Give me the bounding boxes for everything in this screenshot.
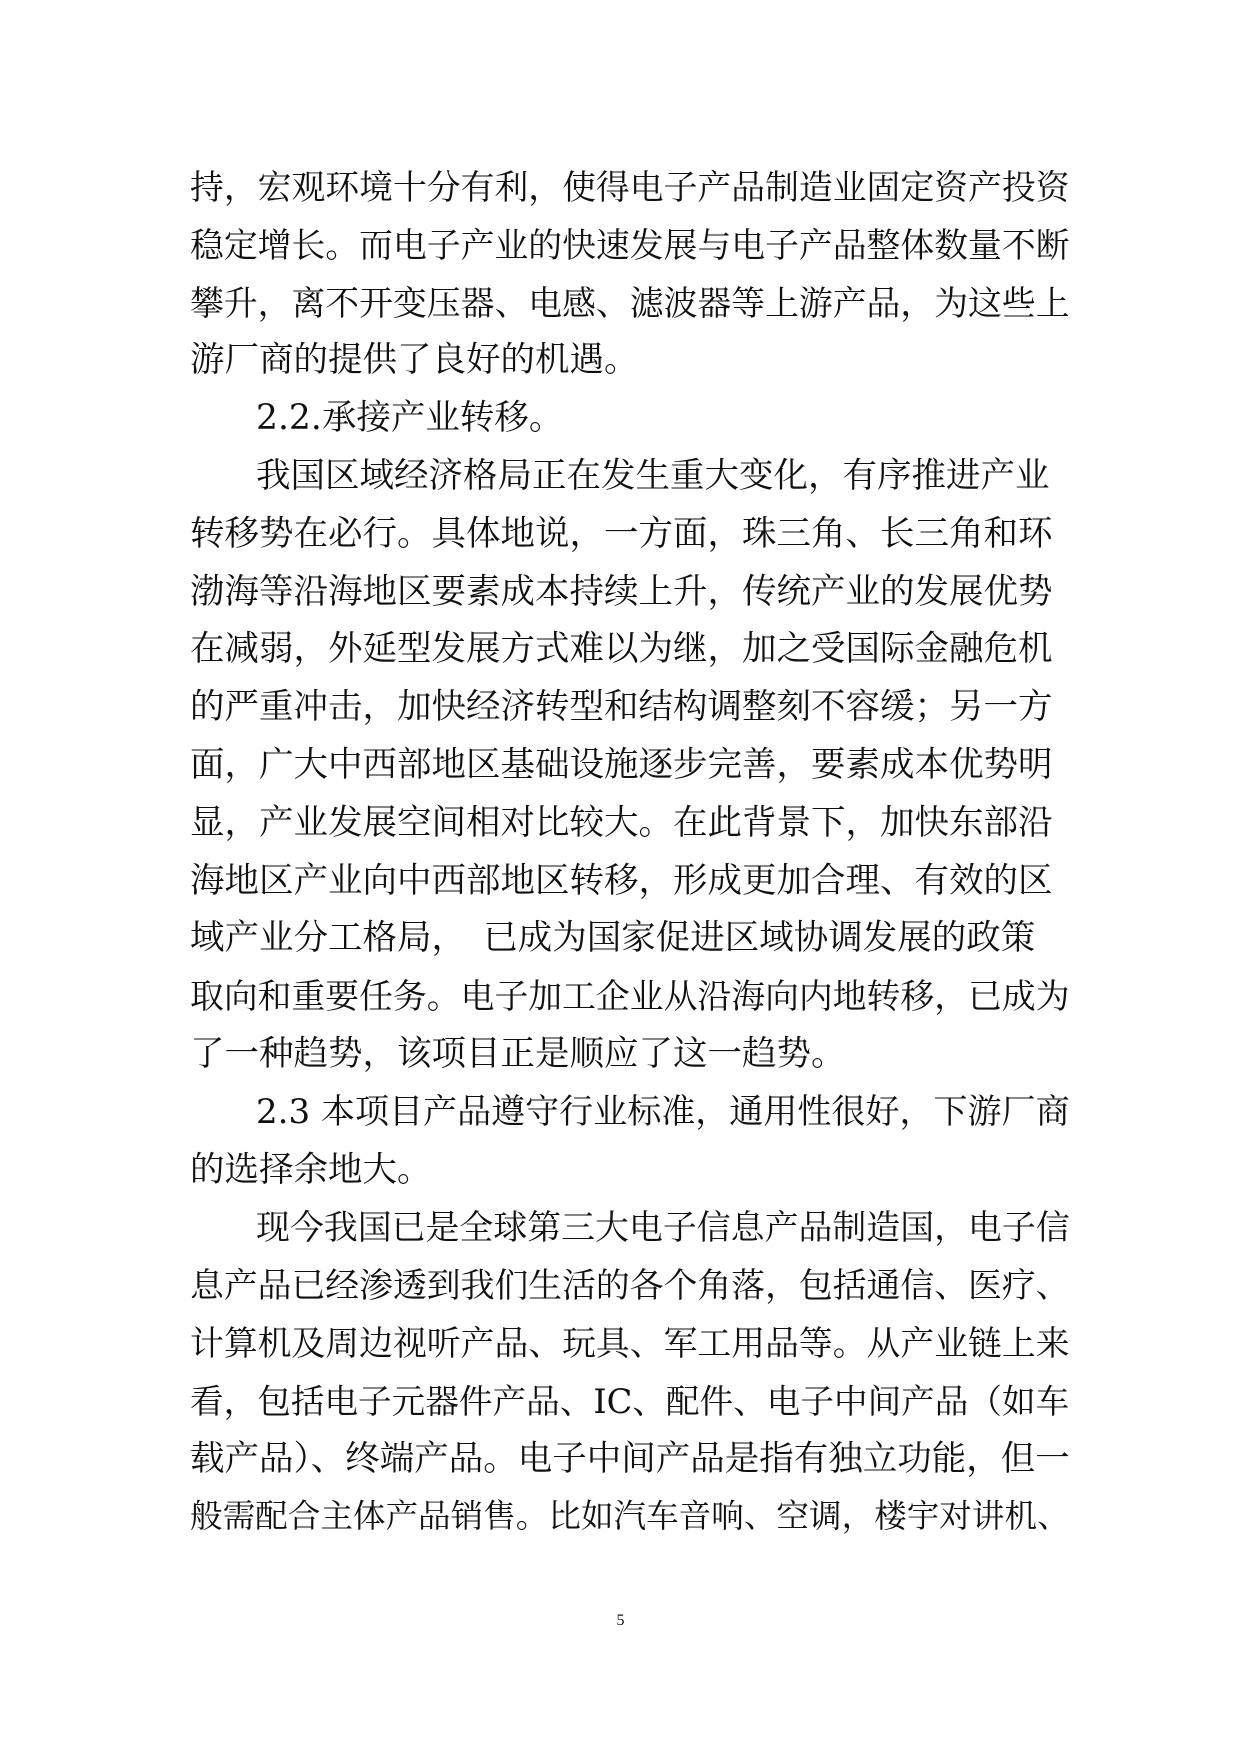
- text-line: 取向和重要任务。电子加工企业从沿海向内地转移，已成为: [190, 977, 1070, 1017]
- text-line: 域产业分工格局， 已成为国家促进区域协调发展的政策: [190, 918, 1036, 959]
- text-line: 面，广大中西部地区基础设施逐步完善，要素成本优势明: [190, 744, 1053, 785]
- text-line: 海地区产业向中西部地区转移，形成更加合理、有效的区: [190, 860, 1053, 901]
- text-line: 在减弱，外延型发展方式难以为继，加之受国际金融危机: [190, 629, 1053, 670]
- text-line: 的严重冲击，加快经济转型和结构调整刻不容缓；另一方: [190, 687, 1053, 728]
- text-line: 攀升，离不开变压器、电感、滤波器等上游产品，为这些上: [190, 283, 1070, 323]
- section-heading: 2.3 本项目产品遵守行业标准，通用性很好，下游厂商: [256, 1091, 1070, 1132]
- text-line: 般需配合主体产品销售。比如汽车音响、空调，楼宇对讲机、: [190, 1497, 1070, 1536]
- text-line: 转移势在必行。具体地说，一方面，珠三角、长三角和环: [190, 513, 1053, 554]
- text-line: 持，宏观环境十分有利，使得电子产品制造业固定资产投资: [190, 168, 1070, 207]
- text-line: 计算机及周边视听产品、玩具、军工用品等。从产业链上来: [190, 1323, 1070, 1363]
- text-line: 稳定增长。而电子产业的快速发展与电子产品整体数量不断: [190, 225, 1070, 265]
- page-number: 5: [616, 1612, 625, 1629]
- text-line: 载产品）、终端产品。电子中间产品是指有独立功能，但一: [190, 1438, 1070, 1479]
- text-line: 渤海等沿海地区要素成本持续上升，传统产业的发展优势: [190, 571, 1053, 612]
- text-line: 息产品已经渗透到我们生活的各个角落，包括通信、医疗、: [190, 1266, 1070, 1306]
- text-line: 的选择余地大。: [190, 1149, 432, 1190]
- text-line: 了一种趋势，该项目正是顺应了这一趋势。: [190, 1033, 846, 1074]
- text-line: 看，包括电子元器件产品、IC、配件、电子中间产品（如车: [190, 1381, 1070, 1421]
- text-line: 显，产业发展空间相对比较大。在此背景下，加快东部沿: [190, 802, 1053, 843]
- section-heading: 2.2.承接产业转移。: [256, 398, 564, 439]
- body-text: [190, 159, 1070, 1546]
- text-line: 我国区域经济格局正在发生重大变化，有序推进产业: [256, 455, 1050, 496]
- text-line: 现今我国已是全球第三大电子信息产品制造国，电子信: [256, 1208, 1070, 1248]
- text-line: 游厂商的提供了良好的机遇。: [190, 340, 639, 381]
